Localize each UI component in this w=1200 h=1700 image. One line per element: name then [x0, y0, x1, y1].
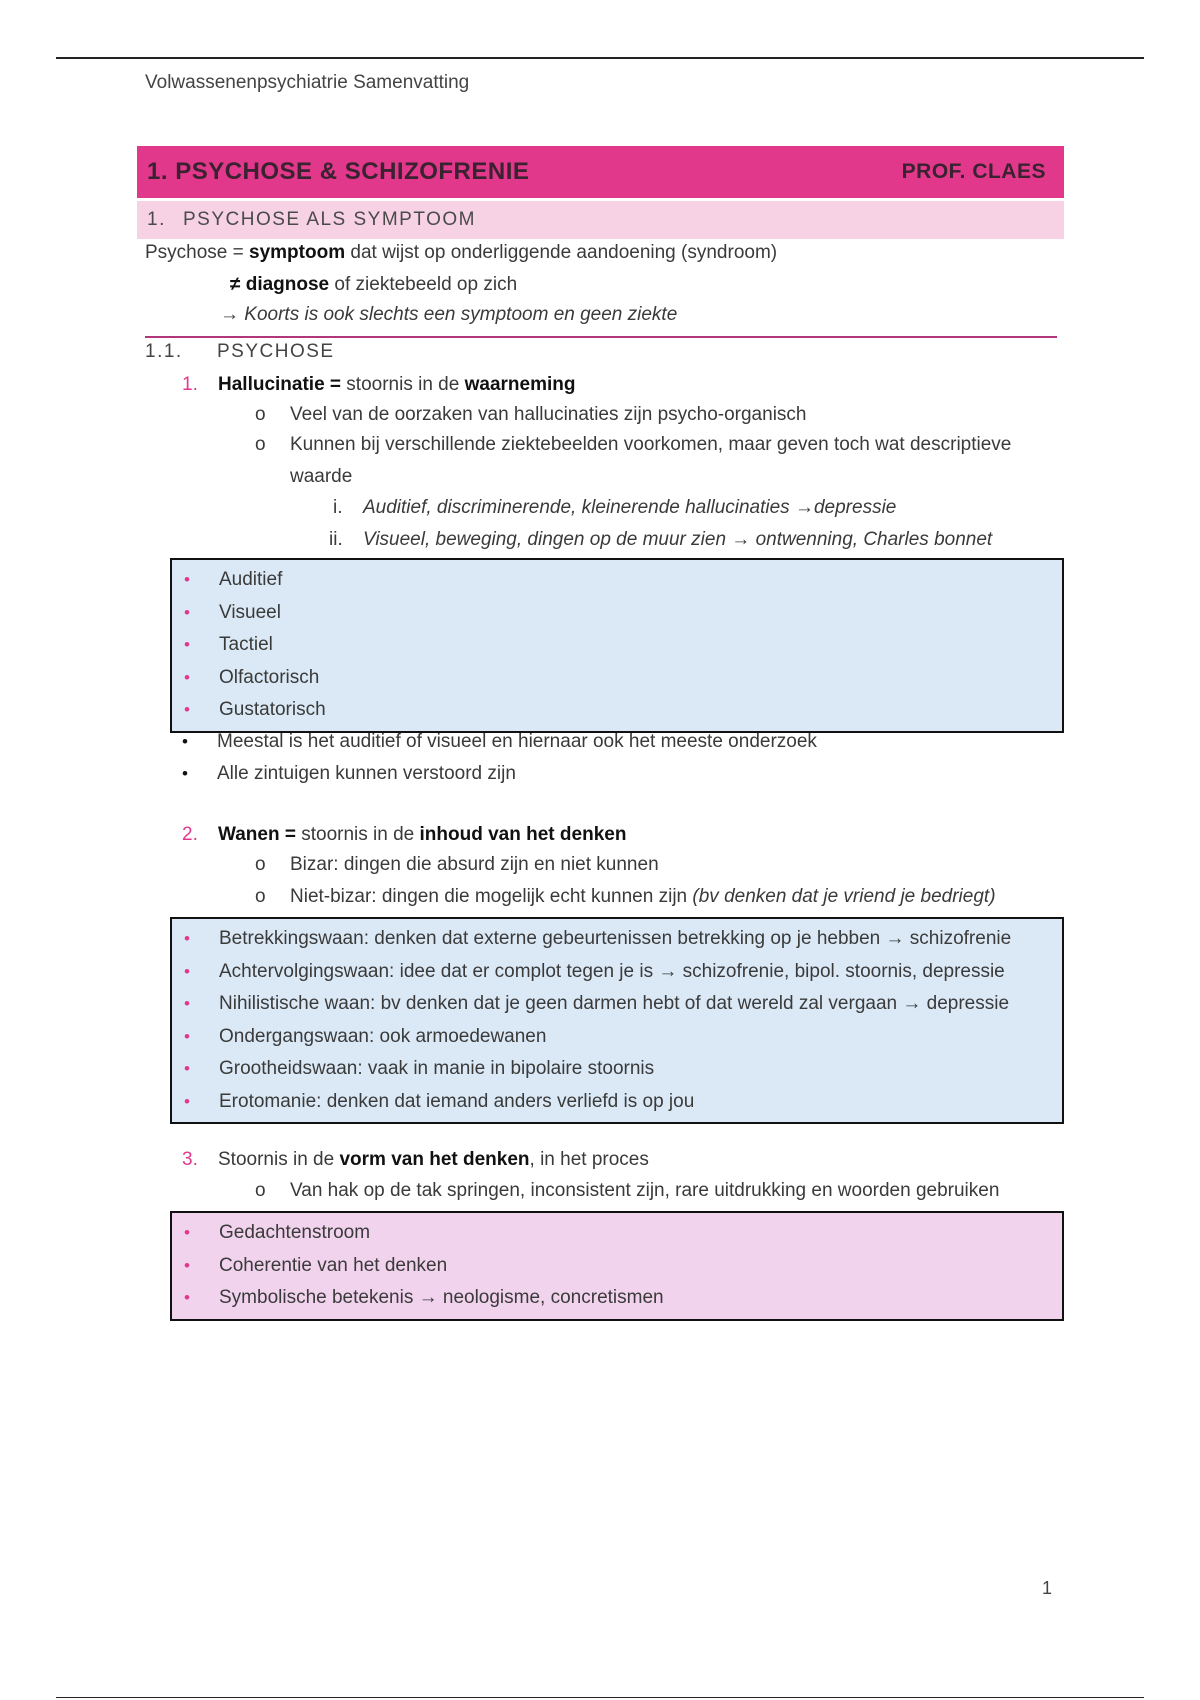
intro-line-3: → Koorts is ook slechts een symptoom en geen ziekte: [220, 304, 678, 325]
section-heading: [137, 201, 1064, 239]
subsection-rule: [145, 336, 1057, 338]
list-item: • Alle zintuigen kunnen verstoord zijn: [170, 758, 817, 790]
list-item: • Nihilistische waan: bv denken dat je geen darmen hebt of dat wereld zal vergaan → depressie: [172, 988, 1062, 1021]
page-number: 1: [1042, 1578, 1053, 1598]
item-1-bullets: [170, 726, 817, 790]
list-item: • Grootheidswaan: vaak in manie in bipolaire stoornis: [172, 1053, 1062, 1086]
subsection-heading: [145, 341, 335, 363]
chapter-title: 1. PSYCHOSE & SCHIZOFRENIE: [147, 158, 530, 185]
item-3-sub-1: o Van hak op de tak springen, inconsistent zijn, rare uitdrukking en woorden gebruiken: [255, 1180, 1000, 1201]
section-number: 1.: [147, 209, 166, 230]
list-item: • Erotomanie: denken dat iemand anders verliefd is op jou: [172, 1086, 1062, 1119]
list-item: • Visueel: [172, 597, 1062, 630]
item-1-roman-1: i. Auditief, discriminerende, kleinerende hallucinaties →depressie: [333, 497, 897, 518]
item-1-sub-1: o Veel van de oorzaken van hallucinaties zijn psycho-organisch: [255, 404, 807, 425]
item-2-sub-1: o Bizar: dingen die absurd zijn en niet kunnen: [255, 854, 659, 875]
subsection-number: 1.1.: [145, 341, 183, 362]
list-item: • Symbolische betekenis → neologisme, concretismen: [172, 1282, 1062, 1315]
list-item: • Betrekkingswaan: denken dat externe gebeurtenissen betrekking op je hebben → schizofrenie: [172, 923, 1062, 956]
item-2-heading: 2. Wanen = stoornis in de inhoud van het denken: [182, 824, 627, 845]
intro-line-2: ≠ diagnose of ziektebeeld op zich: [230, 274, 518, 295]
item-1-heading: 1. Hallucinatie = stoornis in de waarneming: [182, 374, 576, 395]
list-item: • Ondergangswaan: ook armoedewanen: [172, 1021, 1062, 1054]
top-rule: [56, 57, 1144, 59]
list-item: • Gustatorisch: [172, 694, 1062, 727]
item-2-sub-2: o Niet-bizar: dingen die mogelijk echt kunnen zijn (bv denken dat je vriend je bedriegt): [255, 886, 996, 907]
list-item: • Tactiel: [172, 629, 1062, 662]
section-title: PSYCHOSE ALS SYMPTOOM: [183, 209, 477, 230]
running-header: Volwassenenpsychiatrie Samenvatting: [145, 72, 470, 93]
item-1-roman-2: ii. Visueel, beweging, dingen op de muur zien → ontwenning, Charles bonnet: [329, 529, 993, 550]
item-1-sub-2-cont: waarde: [290, 466, 353, 487]
subsection-title: PSYCHOSE: [217, 341, 335, 362]
item-1-sub-2: o Kunnen bij verschillende ziektebeelden voorkomen, maar geven toch wat descriptieve: [255, 434, 1012, 455]
list-item: • Gedachtenstroom: [172, 1217, 1062, 1250]
delusions-box: [170, 917, 1064, 1124]
list-item: • Coherentie van het denken: [172, 1250, 1062, 1283]
list-item: • Achtervolgingswaan: idee dat er complot tegen je is → schizofrenie, bipol. stoornis, depressie: [172, 956, 1062, 989]
list-item: • Olfactorisch: [172, 662, 1062, 695]
list-item: • Auditief: [172, 564, 1062, 597]
list-item: • Meestal is het auditief of visueel en hiernaar ook het meeste onderzoek: [170, 726, 817, 758]
chapter-professor: PROF. CLAES: [901, 160, 1046, 183]
bottom-rule: [56, 1697, 1144, 1698]
thought-form-box: [170, 1211, 1064, 1321]
chapter-heading: [137, 146, 1064, 198]
intro-line-1: Psychose = symptoom dat wijst op onderliggende aandoening (syndroom): [145, 242, 778, 263]
senses-box: [170, 558, 1064, 733]
item-3-heading: 3. Stoornis in de vorm van het denken, in het proces: [182, 1149, 649, 1170]
